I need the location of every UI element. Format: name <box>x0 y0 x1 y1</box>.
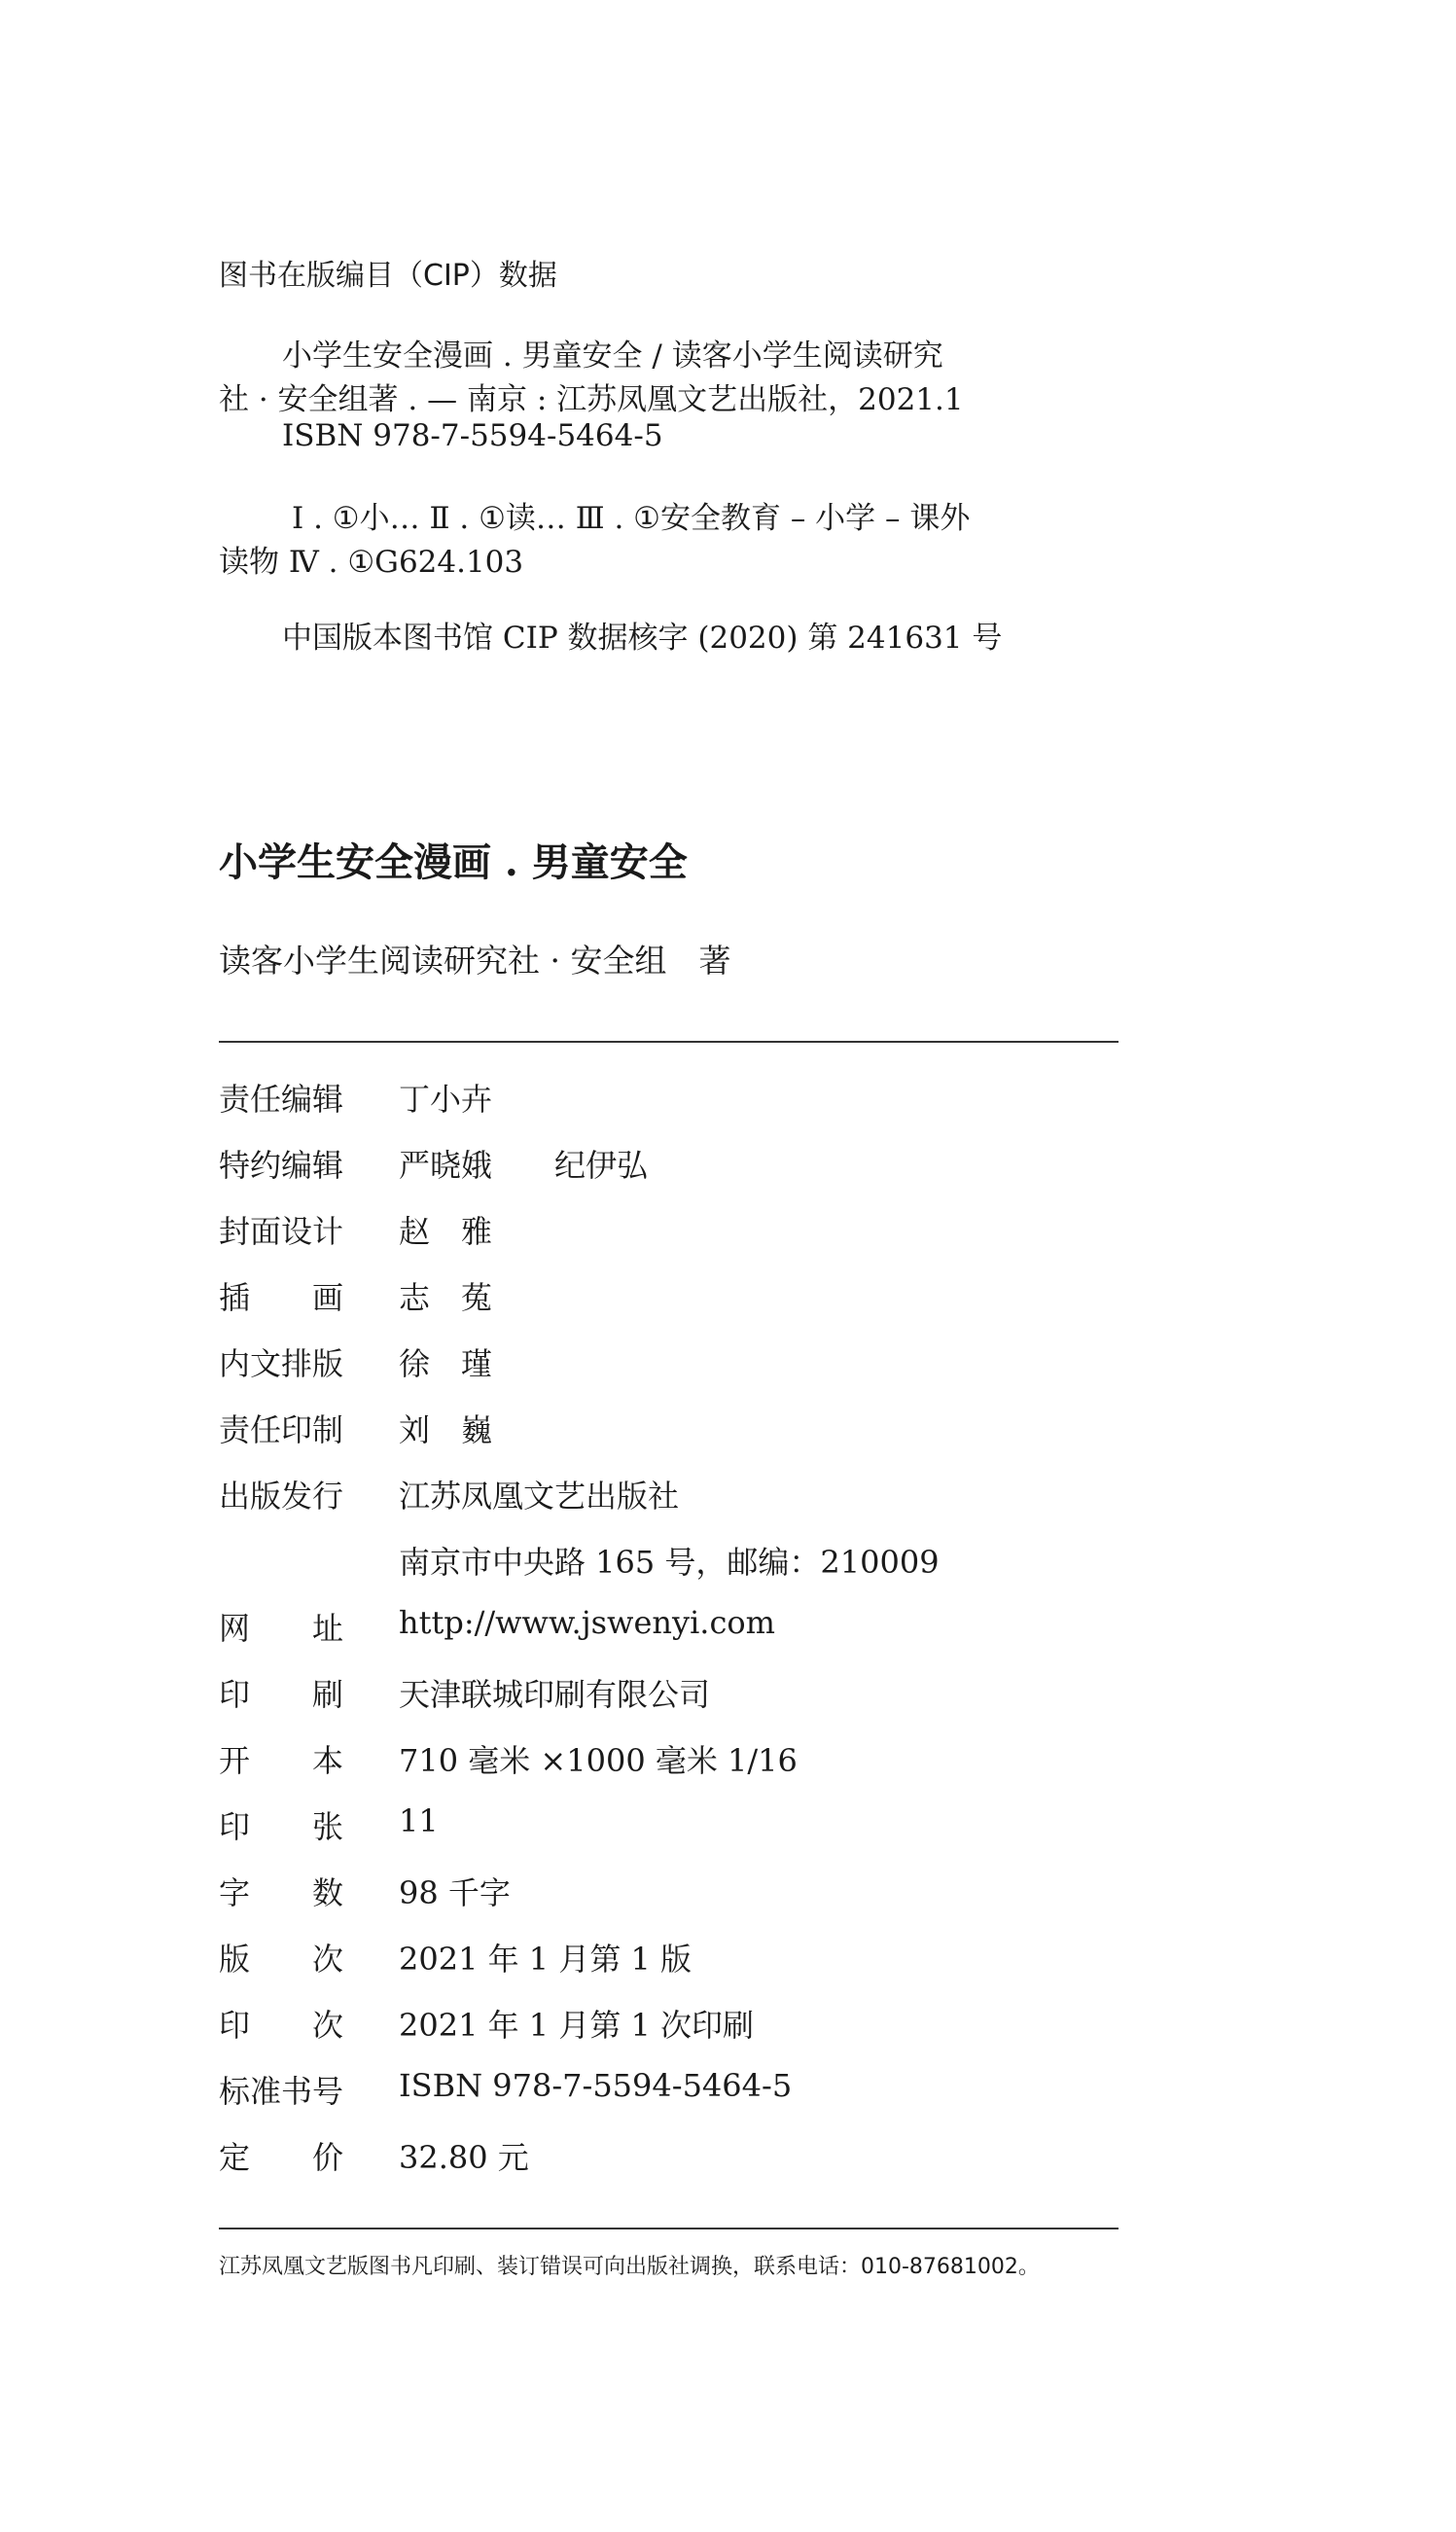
cip-line-3: ISBN 978-7-5594-5464-5 <box>282 418 663 453</box>
info-label: 特约编辑 <box>219 1147 344 1184</box>
info-value: 710 毫米 ×1000 毫米 1/16 <box>399 1742 798 1779</box>
info-label: 开 本 <box>219 1742 344 1779</box>
info-label: 定 价 <box>219 2139 344 2176</box>
info-value: http://www.jswenyi.com <box>399 1604 775 1641</box>
info-label: 责任编辑 <box>219 1081 344 1118</box>
info-value: 严晓娥 纪伊弘 <box>399 1147 649 1184</box>
info-label: 印 次 <box>219 2007 344 2044</box>
footer-note: 江苏凤凰文艺版图书凡印刷、装订错误可向出版社调换，联系电话：010-87681002。 <box>219 2255 1040 2279</box>
info-label: 版 次 <box>219 1941 344 1978</box>
info-value: 志 菟 <box>399 1279 493 1316</box>
info-label: 字 数 <box>219 1874 344 1911</box>
info-value: 徐 瑾 <box>399 1345 493 1382</box>
info-label: 封面设计 <box>219 1213 344 1250</box>
info-label: 网 址 <box>219 1610 344 1647</box>
cip-line-6: 中国版本图书馆 CIP 数据核字 (2020) 第 241631 号 <box>282 621 1003 656</box>
bottom-divider <box>219 2228 1119 2229</box>
info-label: 标准书号 <box>219 2073 344 2110</box>
book-title: 小学生安全漫画 . 男童安全 <box>219 839 688 885</box>
info-value: 32.80 元 <box>399 2139 529 2176</box>
info-label: 内文排版 <box>219 1345 344 1382</box>
book-author: 读客小学生阅读研究社 · 安全组 著 <box>219 942 731 980</box>
info-value: 刘 巍 <box>399 1411 493 1448</box>
info-value: 江苏凤凰文艺出版社 <box>399 1478 680 1515</box>
info-label: 印 张 <box>219 1808 344 1845</box>
info-value: 南京市中央路 165 号，邮编：210009 <box>399 1544 940 1581</box>
cip-heading: 图书在版编目（CIP）数据 <box>219 259 557 293</box>
info-value: 赵 雅 <box>399 1213 493 1250</box>
info-value: 丁小卉 <box>399 1081 493 1118</box>
top-divider <box>219 1041 1119 1043</box>
cip-line-2: 社 · 安全组著 . — 南京 : 江苏凤凰文艺出版社，2021.1 <box>219 382 964 417</box>
info-value: 98 千字 <box>399 1874 511 1911</box>
info-label: 插 画 <box>219 1279 344 1316</box>
cip-line-1: 小学生安全漫画 . 男童安全 / 读客小学生阅读研究 <box>282 339 943 374</box>
info-label: 责任印制 <box>219 1411 344 1448</box>
info-value: 天津联城印刷有限公司 <box>399 1676 711 1713</box>
info-value: 2021 年 1 月第 1 次印刷 <box>399 2007 755 2044</box>
cip-line-4: Ⅰ . ①小… Ⅱ . ①读… Ⅲ . ①安全教育 – 小学 – 课外 <box>292 501 971 536</box>
info-value: ISBN 978-7-5594-5464-5 <box>399 2067 793 2104</box>
cip-line-5: 读物 Ⅳ . ①G624.103 <box>219 545 524 580</box>
info-label: 印 刷 <box>219 1676 344 1713</box>
info-label: 出版发行 <box>219 1478 344 1515</box>
info-value: 2021 年 1 月第 1 版 <box>399 1941 692 1978</box>
info-value: 11 <box>399 1802 439 1839</box>
